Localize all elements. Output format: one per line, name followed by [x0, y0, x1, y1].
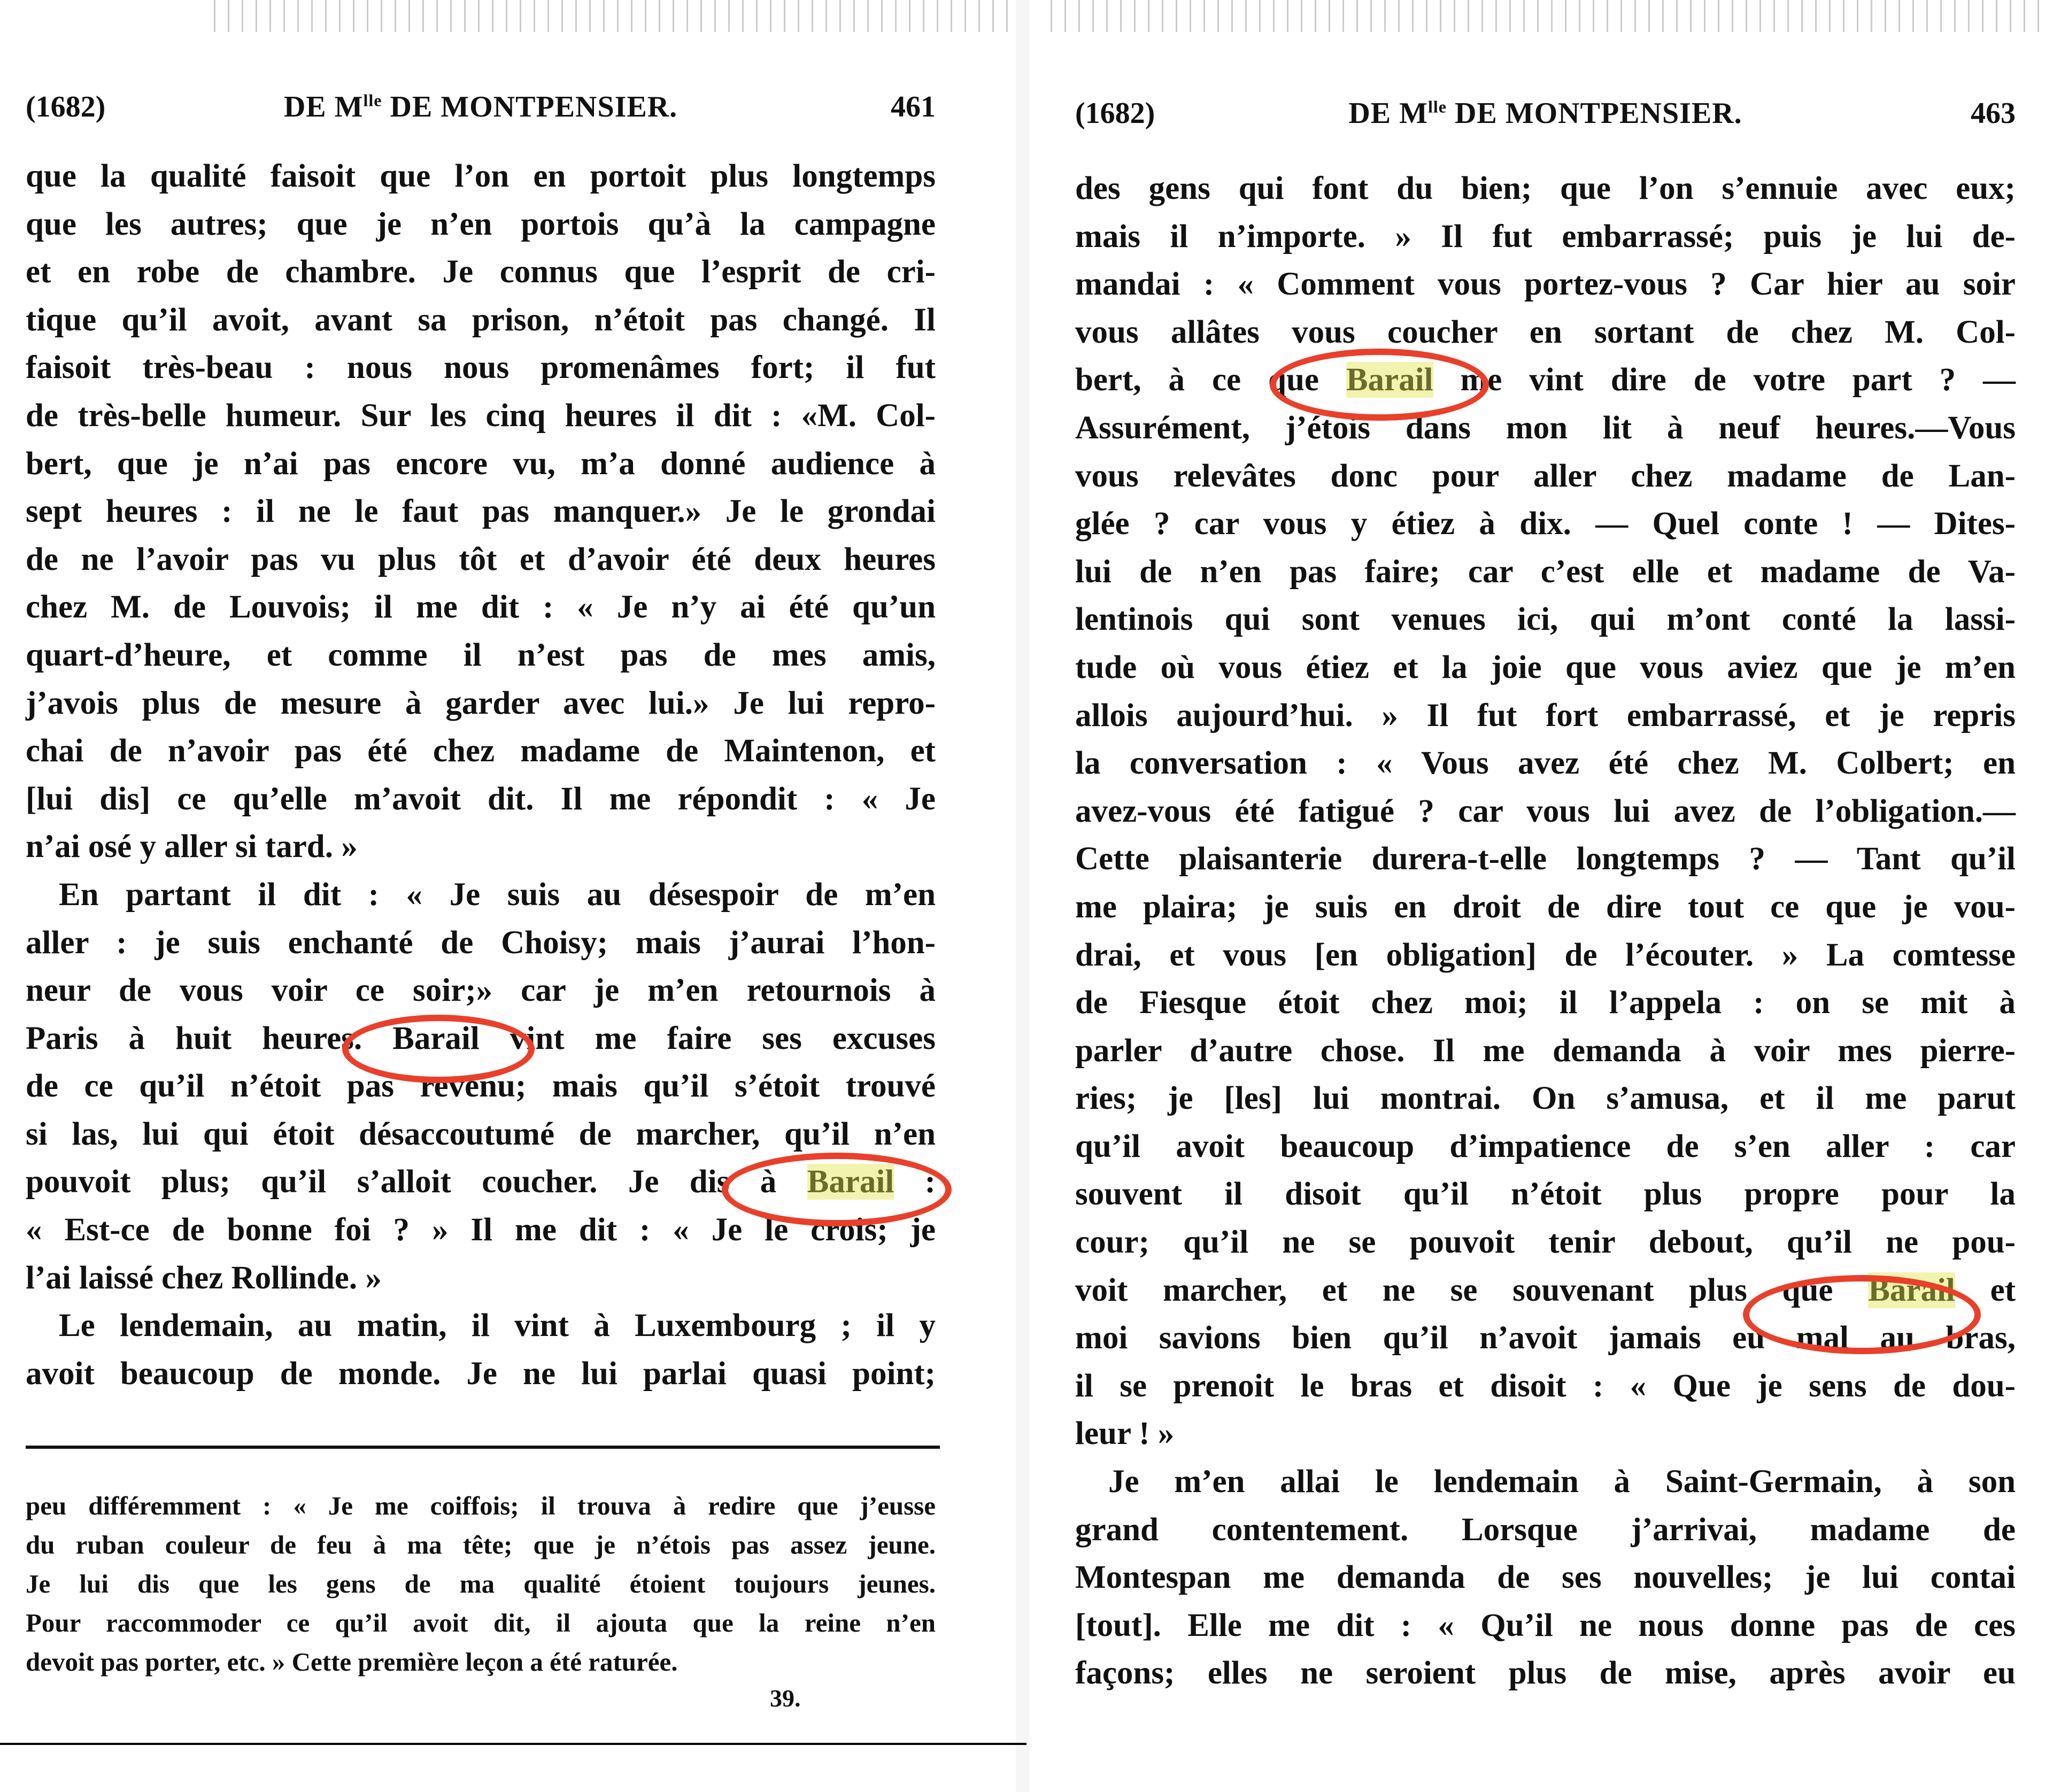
- page-separator: [1016, 0, 1029, 1792]
- text-line: de très-belle humeur. Sur les cinq heures il dit : «M. Col-: [26, 397, 936, 434]
- text-line: « Est-ce de bonne foi ? » Il me dit : « Je le crois; je: [26, 1212, 936, 1248]
- text-line: En partant il dit : « Je suis au désespoir de m’en: [59, 876, 936, 913]
- text-line: lui de n’en pas faire; car c’est elle et madame de Va-: [1075, 553, 2016, 590]
- footnote: [26, 1486, 936, 1681]
- text-line: que la qualité faisoit que l’on en portoit plus longtemps: [26, 158, 936, 194]
- text-line: Montespan me demanda de ses nouvelles; je lui contai: [1075, 1559, 2016, 1596]
- text-line: faisoit très-beau : nous nous promenâmes fort; il fut: [26, 350, 936, 386]
- text-line: leur ! »: [1075, 1416, 1175, 1452]
- text-line: grand contentement. Lorsque j’arrivai, madame de: [1075, 1511, 2016, 1548]
- text-line: Je m’en allai le lendemain à Saint-Germain, à son: [1108, 1464, 2016, 1500]
- text-line: qu’il avoit beaucoup d’impatience de s’en aller : car: [1075, 1128, 2016, 1164]
- text-line: drai, et vous [en obligation] de l’écouter. » La comtesse: [1075, 937, 2016, 973]
- text-line: sept heures : il ne le faut pas manquer.» Je le grondai: [26, 493, 936, 530]
- text-line: j’avois plus de mesure à garder avec lui.» Je lui repro-: [26, 685, 936, 721]
- annotation-ellipse: [342, 1015, 535, 1083]
- text-line-with-barail: pouvoit plus; qu’il s’alloit coucher. Je dis à Barail :: [26, 1164, 936, 1200]
- text-line: [lui dis] ce qu’elle m’avoit dit. Il me répondit : « Je: [26, 781, 936, 817]
- text-line: de ne l’avoir pas vu plus tôt et d’avoir été deux heures: [26, 541, 936, 577]
- scan-noise: [214, 0, 1016, 32]
- text-line-with-barail: bert, à ce que Barail me vint dire de votre part ? —: [1075, 362, 2016, 398]
- text-line: tique qu’il avoit, avant sa prison, n’étoit pas changé. Il: [26, 302, 936, 338]
- text-line: chez M. de Louvois; il me dit : « Je n’y ai été qu’un: [26, 589, 936, 625]
- highlighted-name: Barail: [807, 1164, 894, 1200]
- text-line: Le lendemain, au matin, il vint à Luxembourg ; il y: [59, 1308, 936, 1344]
- text-line: cour; qu’il ne se pouvoit tenir debout, qu’il ne pou-: [1075, 1224, 2016, 1261]
- text-line: glée ? car vous y étiez à dix. — Quel conte ! — Dites-: [1075, 506, 2016, 542]
- footnote-line: Je lui dis que les gens de ma qualité étoient toujours jeunes.: [26, 1569, 936, 1598]
- signature-mark: 39.: [770, 1685, 801, 1712]
- text-line: mandai : « Comment vous portez-vous ? Car hier au soir: [1075, 266, 2016, 303]
- text-line: vous allâtes vous coucher en sortant de chez M. Col-: [1075, 314, 2016, 350]
- text-line-with-barail: voit marcher, et ne se souvenant plus que Barail et: [1075, 1272, 2016, 1308]
- text-line: n’ai osé y aller si tard. »: [26, 829, 358, 865]
- left-page: [0, 0, 1016, 1792]
- bottom-rule: [0, 1743, 1026, 1745]
- left-page-header: [26, 90, 936, 138]
- highlighted-name: Barail: [1868, 1272, 1955, 1308]
- text-line: Cette plaisanterie durera-t-elle longtemps ? — Tant qu’il: [1075, 841, 2016, 877]
- text-line: chai de n’avoir pas été chez madame de Maintenon, et: [26, 733, 936, 769]
- text-line: de Fiesque étoit chez moi; il l’appela : on se mit à: [1075, 985, 2016, 1021]
- text-line: bert, que je n’ai pas encore vu, m’a donné audience à: [26, 445, 936, 482]
- footnote-line: Pour raccommoder ce qu’il avoit dit, il ajouta que la reine n’en: [26, 1608, 936, 1637]
- text-line: mais il n’importe. » Il fut embarrassé; puis je lui de-: [1075, 218, 2016, 254]
- text-line: Paris à huit heures. Barail vint me faire ses excuses: [26, 1020, 936, 1056]
- text-line: tude où vous étiez et la joie que vous aviez que je m’en: [1075, 649, 2016, 685]
- footnote-line: peu différemment : « Je me coiffois; il trouva à redire que j’eusse: [26, 1491, 936, 1520]
- footnote-line: du ruban couleur de feu à ma tête; que je n’étois pas assez jeune.: [26, 1530, 936, 1559]
- header-year: (1682): [1075, 97, 1155, 130]
- annotation-ellipse: [1743, 1275, 1981, 1354]
- text-line: allois aujourd’hui. » Il fut fort embarrassé, et je repris: [1075, 697, 2016, 733]
- header-year: (1682): [26, 90, 106, 123]
- right-page: [1029, 0, 2053, 1792]
- text-line: la conversation : « Vous avez été chez M. Colbert; en: [1075, 745, 2016, 782]
- page-number: 463: [1971, 97, 2016, 130]
- text-line: Assurément, j’étois dans mon lit à neuf heures.—Vous: [1075, 410, 2016, 446]
- text-line: aller : je suis enchanté de Choisy; mais j’aurai l’hon-: [26, 924, 936, 961]
- header-title: DE $M^{lle}$ DE MONTPENSIER.: [1348, 97, 1742, 130]
- text-line: avoit beaucoup de monde. Je ne lui parlai quasi point;: [26, 1355, 936, 1392]
- page-number: 461: [891, 90, 936, 123]
- text-line: lentinois qui sont venues ici, qui m’ont conté la lassi-: [1075, 601, 2016, 638]
- text-line: l’ai laissé chez Rollinde. »: [26, 1260, 382, 1296]
- right-page-header: [1075, 96, 2016, 144]
- highlighted-name: Barail: [1346, 362, 1433, 398]
- text-line: des gens qui font du bien; que l’on s’ennuie avec eux;: [1075, 171, 2016, 206]
- text-line: que les autres; que je n’en portois qu’à la campagne: [26, 206, 936, 242]
- text-line: et en robe de chambre. Je connus que l’esprit de cri-: [26, 254, 936, 290]
- text-line: souvent il disoit qu’il n’étoit plus propre pour la: [1075, 1176, 2016, 1212]
- text-line: me plaira; je suis en droit de dire tout ce que je vou-: [1075, 889, 2016, 925]
- header-title: DE $M^{lle}$ DE MONTPENSIER.: [283, 90, 678, 123]
- text-line: neur de vous voir ce soir;» car je m’en retournois à: [26, 972, 936, 1009]
- annotation-ellipse: [722, 1153, 952, 1226]
- text-line: parler d’autre chose. Il me demanda à voir mes pierre-: [1075, 1032, 2016, 1069]
- text-line: moi savions bien qu’il n’avoit jamais eu mal au bras,: [1075, 1320, 2016, 1356]
- annotation-ellipse: [1270, 349, 1489, 421]
- text-line: avez-vous été fatigué ? car vous lui avez de l’obligation.—: [1075, 793, 2016, 829]
- text-line: ries; je [les] lui montrai. On s’amusa, et il me parut: [1075, 1080, 2016, 1117]
- footnote-rule: [26, 1446, 940, 1449]
- footnote-line: devoit pas porter, etc. » Cette première leçon a été raturée.: [26, 1647, 678, 1677]
- right-body-text: [1075, 165, 2016, 1697]
- text-line: si las, lui qui étoit désaccoutumé de marcher, qu’il n’en: [26, 1116, 936, 1152]
- scan-noise: [1051, 0, 2045, 32]
- text-line: il se prenoit le bras et disoit : « Que je sens de dou-: [1075, 1368, 2016, 1404]
- text-line: [tout]. Elle me dit : « Qu’il ne nous donne pas de ces: [1075, 1607, 2016, 1643]
- text-line: vous relevâtes donc pour aller chez madame de Lan-: [1075, 458, 2016, 494]
- text-line: quart-d’heure, et comme il n’est pas de mes amis,: [26, 637, 936, 673]
- text-line: façons; elles ne seroient plus de mise, après avoir eu: [1075, 1655, 2016, 1691]
- text-line: de ce qu’il n’étoit pas revenu; mais qu’il s’étoit trouvé: [26, 1068, 936, 1104]
